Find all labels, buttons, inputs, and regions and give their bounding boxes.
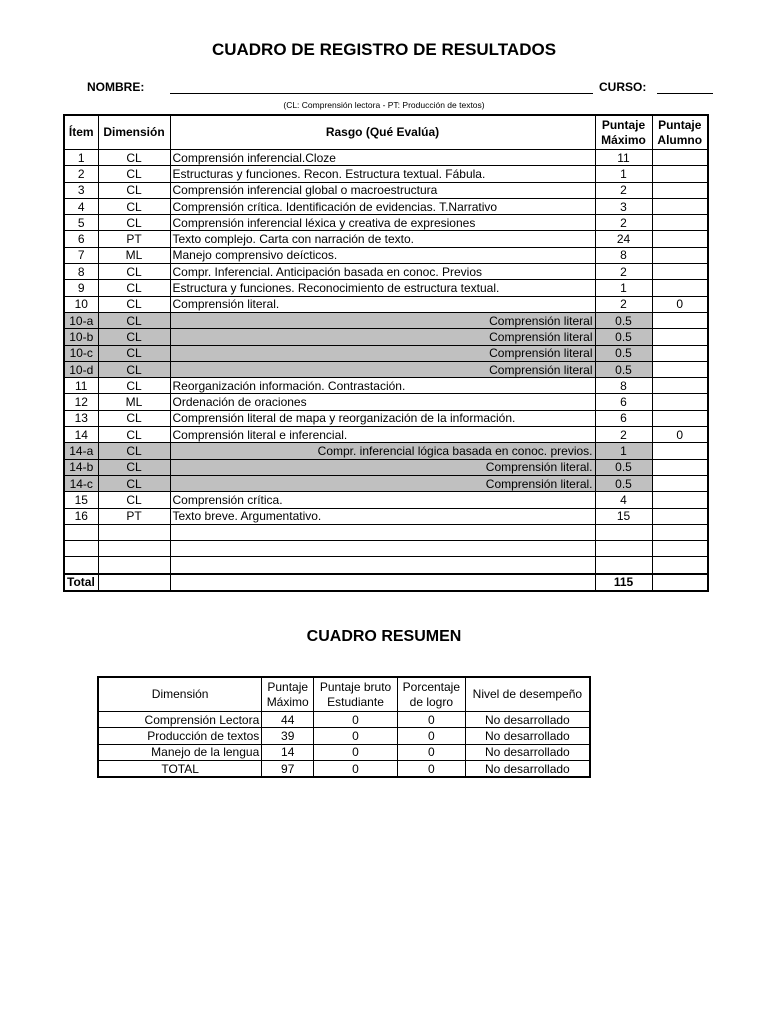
dimension-cell <box>98 541 170 557</box>
table-row <box>64 345 708 361</box>
trait-cell: Comprensión inferencial.Cloze <box>170 150 595 166</box>
trait-cell: Comprensión literal. <box>170 459 595 475</box>
trait-cell: Ordenación de oraciones <box>170 394 595 410</box>
max-score-cell: 24 <box>595 231 652 247</box>
trait-cell: Comprensión literal. <box>170 296 595 312</box>
table-row <box>64 166 708 182</box>
max-score-cell: 0.5 <box>595 329 652 345</box>
summary-header-max: Puntaje Máximo <box>262 677 314 712</box>
student-score-cell[interactable] <box>652 557 708 574</box>
summary-raw-cell: 0 <box>314 712 398 728</box>
trait-cell: Compr. Inferencial. Anticipación basada en conoc. Previos <box>170 264 595 280</box>
summary-row <box>98 744 590 760</box>
student-score-cell[interactable] <box>652 182 708 198</box>
summary-max-cell: 97 <box>262 760 314 777</box>
student-score-cell[interactable] <box>652 492 708 508</box>
trait-cell: Estructuras y funciones. Recon. Estructura textual. Fábula. <box>170 166 595 182</box>
max-score-cell: 8 <box>595 378 652 394</box>
summary-header-dimension: Dimensión <box>98 677 262 712</box>
summary-header-row <box>98 677 590 712</box>
item-cell: 2 <box>64 166 98 182</box>
header-dimension: Dimensión <box>98 115 170 150</box>
total-label: Total <box>64 574 98 591</box>
item-cell: 14-b <box>64 459 98 475</box>
student-score-cell[interactable] <box>652 524 708 540</box>
trait-cell <box>170 524 595 540</box>
student-score-cell[interactable] <box>652 361 708 377</box>
max-score-cell: 1 <box>595 166 652 182</box>
header-max-score: Puntaje Máximo <box>595 115 652 150</box>
dimension-cell: CL <box>98 166 170 182</box>
max-score-cell: 4 <box>595 492 652 508</box>
max-score-cell: 2 <box>595 296 652 312</box>
item-cell: 7 <box>64 247 98 263</box>
item-cell: 15 <box>64 492 98 508</box>
max-score-cell: 15 <box>595 508 652 524</box>
table-row <box>64 264 708 280</box>
summary-percent-cell: 0 <box>397 712 465 728</box>
summary-max-cell: 44 <box>262 712 314 728</box>
trait-cell: Comprensión literal <box>170 361 595 377</box>
header-student-score: Puntaje Alumno <box>652 115 708 150</box>
table-row <box>64 280 708 296</box>
trait-cell: Texto complejo. Carta con narración de texto. <box>170 231 595 247</box>
trait-cell: Comprensión inferencial léxica y creativa de expresiones <box>170 215 595 231</box>
dimension-cell: CL <box>98 427 170 443</box>
item-cell: 10-c <box>64 345 98 361</box>
dimension-legend: (CL: Comprensión lectora - PT: Producción de textos) <box>283 100 485 110</box>
trait-cell: Manejo comprensivo deícticos. <box>170 247 595 263</box>
table-row <box>64 247 708 263</box>
dimension-cell: CL <box>98 296 170 312</box>
total-max-score: 115 <box>595 574 652 591</box>
trait-cell: Reorganización información. Contrastación. <box>170 378 595 394</box>
dimension-cell: ML <box>98 247 170 263</box>
student-score-cell[interactable] <box>652 475 708 491</box>
dimension-cell: CL <box>98 378 170 394</box>
item-cell: 10-b <box>64 329 98 345</box>
item-cell: 10 <box>64 296 98 312</box>
course-label: CURSO: <box>599 80 647 94</box>
student-score-cell[interactable] <box>652 345 708 361</box>
student-score-cell[interactable] <box>652 378 708 394</box>
max-score-cell: 2 <box>595 264 652 280</box>
trait-cell: Texto breve. Argumentativo. <box>170 508 595 524</box>
dimension-cell: CL <box>98 264 170 280</box>
results-header-row <box>64 115 708 150</box>
summary-percent-cell: 0 <box>397 744 465 760</box>
name-field-line[interactable] <box>170 93 593 94</box>
dimension-cell: CL <box>98 280 170 296</box>
max-score-cell: 0.5 <box>595 361 652 377</box>
table-row <box>64 198 708 214</box>
summary-title: CUADRO RESUMEN <box>306 628 462 645</box>
student-score-cell[interactable] <box>652 166 708 182</box>
student-score-cell[interactable] <box>652 508 708 524</box>
summary-table <box>97 676 591 778</box>
trait-cell: Compr. inferencial lógica basada en conoc. previos. <box>170 443 595 459</box>
dimension-cell: CL <box>98 215 170 231</box>
results-table <box>63 114 709 592</box>
table-row <box>64 492 708 508</box>
summary-raw-cell: 0 <box>314 760 398 777</box>
item-cell <box>64 557 98 574</box>
table-row <box>64 329 708 345</box>
student-score-cell[interactable] <box>652 329 708 345</box>
student-score-cell[interactable] <box>652 215 708 231</box>
item-cell: 1 <box>64 150 98 166</box>
dimension-cell: CL <box>98 198 170 214</box>
table-row <box>64 231 708 247</box>
dimension-cell: ML <box>98 394 170 410</box>
student-score-cell[interactable] <box>652 410 708 426</box>
max-score-cell: 0.5 <box>595 345 652 361</box>
summary-header-percent: Porcentaje de logro <box>397 677 465 712</box>
max-score-cell: 6 <box>595 410 652 426</box>
item-cell: 5 <box>64 215 98 231</box>
item-cell: 10-d <box>64 361 98 377</box>
max-score-cell: 0.5 <box>595 459 652 475</box>
dimension-cell: CL <box>98 150 170 166</box>
header-trait: Rasgo (Qué Evalúa) <box>170 115 595 150</box>
item-cell: 14 <box>64 427 98 443</box>
student-score-cell[interactable] <box>652 264 708 280</box>
max-score-cell <box>595 557 652 574</box>
trait-cell: Comprensión literal. <box>170 475 595 491</box>
table-row <box>64 541 708 557</box>
trait-cell: Comprensión literal <box>170 329 595 345</box>
student-score-cell[interactable] <box>652 459 708 475</box>
dimension-cell: CL <box>98 345 170 361</box>
summary-level-cell: No desarrollado <box>465 728 590 744</box>
dimension-cell: CL <box>98 329 170 345</box>
student-score-cell[interactable] <box>652 312 708 328</box>
item-cell <box>64 541 98 557</box>
summary-percent-cell: 0 <box>397 728 465 744</box>
summary-max-cell: 14 <box>262 744 314 760</box>
student-score-cell[interactable] <box>652 394 708 410</box>
summary-percent-cell: 0 <box>397 760 465 777</box>
dimension-cell: CL <box>98 361 170 377</box>
student-score-cell[interactable]: 0 <box>652 427 708 443</box>
table-row <box>64 394 708 410</box>
max-score-cell <box>595 541 652 557</box>
max-score-cell: 2 <box>595 215 652 231</box>
table-row <box>64 508 708 524</box>
total-empty-cell <box>98 574 170 591</box>
student-score-cell[interactable] <box>652 231 708 247</box>
trait-cell: Comprensión literal <box>170 312 595 328</box>
dimension-cell: PT <box>98 231 170 247</box>
trait-cell: Estructura y funciones. Reconocimiento de estructura textual. <box>170 280 595 296</box>
max-score-cell: 0.5 <box>595 475 652 491</box>
item-cell: 16 <box>64 508 98 524</box>
summary-header-level: Nivel de desempeño <box>465 677 590 712</box>
item-cell <box>64 524 98 540</box>
table-row <box>64 296 708 312</box>
dimension-cell <box>98 524 170 540</box>
trait-cell: Comprensión inferencial global o macroestructura <box>170 182 595 198</box>
summary-dimension-cell: Producción de textos <box>98 728 262 744</box>
dimension-cell: CL <box>98 312 170 328</box>
item-cell: 14-c <box>64 475 98 491</box>
course-field-line[interactable] <box>657 93 713 94</box>
max-score-cell: 0.5 <box>595 312 652 328</box>
item-cell: 6 <box>64 231 98 247</box>
table-row <box>64 524 708 540</box>
student-score-cell[interactable] <box>652 443 708 459</box>
header-item: Ítem <box>64 115 98 150</box>
max-score-cell <box>595 524 652 540</box>
trait-cell: Comprensión crítica. <box>170 492 595 508</box>
table-row <box>64 182 708 198</box>
item-cell: 8 <box>64 264 98 280</box>
student-score-cell[interactable] <box>652 198 708 214</box>
student-score-cell[interactable] <box>652 247 708 263</box>
item-cell: 13 <box>64 410 98 426</box>
trait-cell <box>170 541 595 557</box>
max-score-cell: 2 <box>595 427 652 443</box>
table-row <box>64 215 708 231</box>
dimension-cell <box>98 557 170 574</box>
max-score-cell: 6 <box>595 394 652 410</box>
item-cell: 11 <box>64 378 98 394</box>
summary-header-raw: Puntaje bruto Estudiante <box>314 677 398 712</box>
summary-max-cell: 39 <box>262 728 314 744</box>
max-score-cell: 11 <box>595 150 652 166</box>
summary-dimension-cell: TOTAL <box>98 760 262 777</box>
table-row <box>64 378 708 394</box>
summary-dimension-cell: Comprensión Lectora <box>98 712 262 728</box>
max-score-cell: 1 <box>595 280 652 296</box>
summary-row <box>98 712 590 728</box>
item-cell: 14-a <box>64 443 98 459</box>
name-label: NOMBRE: <box>87 80 145 94</box>
table-row <box>64 312 708 328</box>
total-empty-cell <box>170 574 595 591</box>
summary-row <box>98 728 590 744</box>
summary-dimension-cell: Manejo de la lengua <box>98 744 262 760</box>
dimension-cell: PT <box>98 508 170 524</box>
trait-cell: Comprensión literal e inferencial. <box>170 427 595 443</box>
dimension-cell: CL <box>98 475 170 491</box>
student-info-row <box>87 79 713 97</box>
dimension-cell: CL <box>98 443 170 459</box>
total-row <box>64 574 708 591</box>
student-score-cell[interactable] <box>652 150 708 166</box>
summary-level-cell: No desarrollado <box>465 760 590 777</box>
table-row <box>64 361 708 377</box>
item-cell: 12 <box>64 394 98 410</box>
item-cell: 4 <box>64 198 98 214</box>
table-row <box>64 557 708 574</box>
trait-cell <box>170 557 595 574</box>
max-score-cell: 2 <box>595 182 652 198</box>
item-cell: 9 <box>64 280 98 296</box>
item-cell: 10-a <box>64 312 98 328</box>
max-score-cell: 1 <box>595 443 652 459</box>
max-score-cell: 3 <box>595 198 652 214</box>
trait-cell: Comprensión crítica. Identificación de evidencias. T.Narrativo <box>170 198 595 214</box>
summary-row <box>98 760 590 777</box>
table-row <box>64 150 708 166</box>
item-cell: 3 <box>64 182 98 198</box>
trait-cell: Comprensión literal <box>170 345 595 361</box>
table-row <box>64 475 708 491</box>
dimension-cell: CL <box>98 182 170 198</box>
student-score-cell[interactable]: 0 <box>652 296 708 312</box>
student-score-cell[interactable] <box>652 280 708 296</box>
total-student-score[interactable] <box>652 574 708 591</box>
table-row <box>64 443 708 459</box>
dimension-cell: CL <box>98 492 170 508</box>
summary-raw-cell: 0 <box>314 728 398 744</box>
dimension-cell: CL <box>98 410 170 426</box>
student-score-cell[interactable] <box>652 541 708 557</box>
table-row <box>64 410 708 426</box>
summary-raw-cell: 0 <box>314 744 398 760</box>
page-title: CUADRO DE REGISTRO DE RESULTADOS <box>211 40 557 59</box>
summary-level-cell: No desarrollado <box>465 744 590 760</box>
trait-cell: Comprensión literal de mapa y reorganización de la información. <box>170 410 595 426</box>
summary-level-cell: No desarrollado <box>465 712 590 728</box>
max-score-cell: 8 <box>595 247 652 263</box>
dimension-cell: CL <box>98 459 170 475</box>
table-row <box>64 427 708 443</box>
table-row <box>64 459 708 475</box>
